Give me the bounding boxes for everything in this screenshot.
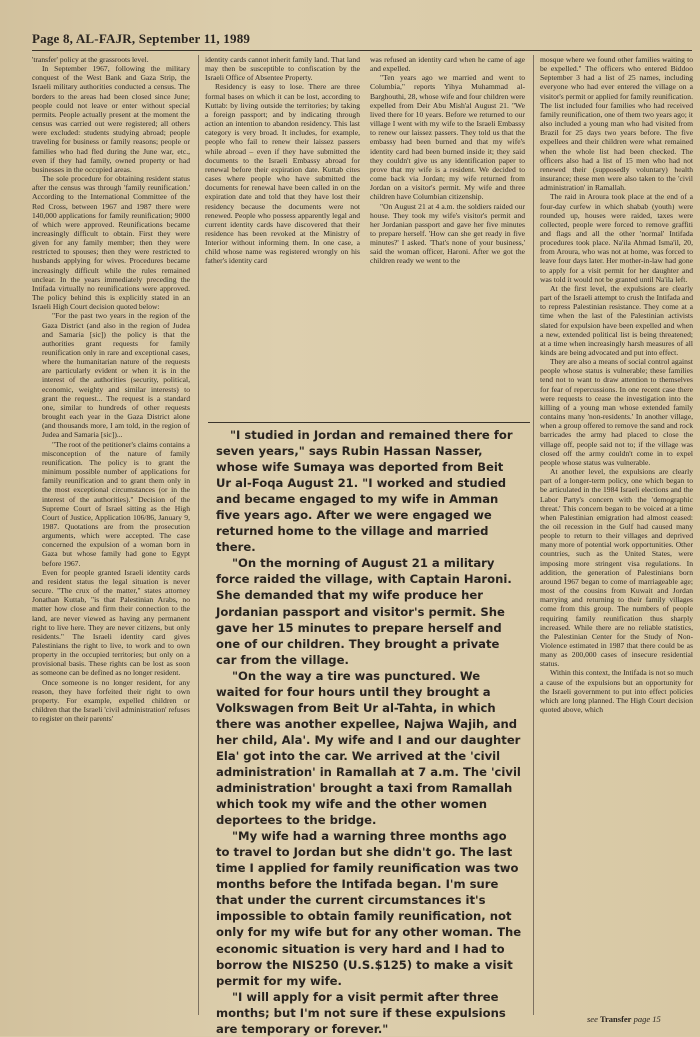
paragraph: The sole procedure for obtaining resident status after the census was through 'family reunification.' According to the International Committee of the Red Cross, between 1967 and 1987 there were 140,000 applications for family reunification; 9000 of which were approved. Reunifications became increasingly difficult to obtain. First they were given for any family member; then they were restricted to spouses; then they were restricted to husbands applying for wives. Procedures became increasingly difficult while the rules remained unclear. In the years immediately preceding the Intifada virtually no reunifications were approved. The policy behind this is explicitly stated in an Israeli High Court decision quoted below: (32, 174, 190, 312)
column-rule (198, 55, 199, 1015)
testimony-paragraph: "I will apply for a visit permit after three months; but I'm not sure if these expulsions are temporary or forever." (216, 989, 506, 1036)
continued-target: Transfer (599, 1014, 632, 1024)
column-2 (205, 55, 360, 417)
column-3 (370, 55, 525, 417)
paragraph: identity cards cannot inherit family land. That land may then be susceptible to confiscation by the Israeli Office of Absentee Property. (205, 55, 360, 83)
testimony-paragraph: "I studied in Jordan and remained there for seven years," says Rubin Hassan Nasser, whose wife Sumaya was deported from Beit Ur al-Foqa August 21. "I worked and studied and became engaged to my wife in Amman five years ago. After we were engaged we returned home to the village and married there. (216, 428, 513, 555)
column-rule (533, 55, 534, 1015)
testimony-paragraph: "My wife had a warning three months ago to travel to Jordan but she didn't go. The last time I applied for family reunification was two months before the Intifada began. I'm sure that under the current circumstances it's impossible to obtain family reunification, not only for my wife but for any other woman. The economic situation is very hard and I had to borrow the NIS250 (U.S.$125) to make a visit permit for my wife. (216, 829, 522, 988)
paragraph: Even for people granted Israeli identity cards and resident status the legal situation is never secure. "The crux of the matter," states attorney Jonathan Kuttab, "is that Palestinian Arabs, no matter how close and firm their connection to the land, are never viewed as having any permanent right to live here. They are never citizens, but only residents." The Israeli identity card gives Palestinians the right to live, to work and to own property in the occupied territories; but only on a provisional basis. These rights can be lost as soon as someone can be defined as no longer resident. (32, 567, 190, 678)
page-header (32, 28, 692, 51)
paragraph: Once someone is no longer resident, for any reason, they have forfeited their right to own property. For example, expelled children or children that the Israeli 'civil administration' refuses to register on their parents' (32, 677, 190, 724)
paragraph: was refused an identity card when he came of age and expelled. (370, 55, 525, 74)
continued-page: page 15 (633, 1014, 661, 1024)
continued-see: see (587, 1014, 598, 1024)
paragraph: mosque where we found other families waiting to be expelled." The officers who entered Biddoo September 3 had a list of 25 names, including everyone who had ever entered the village on a visitor's permit or applied for family reunification. The list included four families who had received family reunification, one of them two years ago; it also included a young man who had visited from Brazil for 25 days two years before. The five expellees and their children were what remained when the whole list had been checked. The officers also had a list of 15 men who had not renewed their (supposedly voluntary) health insurance; these men were also taken to the 'civil administration' in Ramallah. (540, 55, 693, 193)
paragraph: Residency is easy to lose. There are three formal bases on which it can be lost, according to Kuttab: by living outside the territories; by taking a foreign passport; and by indicating through action an intention to abandon residency. This last category is very broad. It includes, for example, people who fail to renew their laissez passers while abroad – even if they have submitted the documents to the Israeli Embassy abroad for renewal before their expiration date. Kuttab cites cases where people who have submitted the documents for renewal have been called in on the expiration date and told that they have lost their residency because the documents were not renewed. People who possess apparently legal and current identity cards have discovered that their residence has been revoked at the Ministry of Interior without informing them. In one case, a child whose name was registered wrongly on his father's identity card (205, 82, 360, 266)
paragraph: The raid in Aroura took place at the end of a four-day curfew in which shabab (youth) were rounded up, houses were raided, taxes were collected, people were forced to remove graffiti and flags and all the other 'normal' Intifada procedures took place. Na'ila Ahmad Isma'il, 20, from Aroura, who was not at home, was forced to leave four days later. Her mother-in-law had gone to apply for a visit permit for her daughter and was told it would not be granted until Na'ila left. (540, 192, 693, 284)
court-quote: "The root of the petitioner's claims contains a misconception of the nature of family reunification. The policy is to grant the minimum possible number of applications for family reunification and to grant them only in the most exceptional circumstances (or in the interest of the authorities)." Decision of the Supreme Court of Israel sitting as the High Court of Justice, Application 106/86, January 9, 1987. Quotations are from the prosecution arguments, which were accepted. The case concerned the expulsion of a woman born in Gaza but whose family had gone to Egypt before 1967. (42, 439, 190, 568)
continuation-note (587, 1014, 661, 1024)
paragraph: In September 1967, following the military conquest of the West Bank and Gaza Strip, the Israeli military authorities conducted a census. The borders to the areas had been closed since June; people could not leave or enter without special permits. People actually present at the moment the census was carried out were registered; all others were excluded: students studying abroad; people traveling for business or family reasons; people or families who had fled during the June war, etc., even if they had family, owned property or had businesses in the occupied areas. (32, 64, 190, 174)
paragraph: Within this context, the Intifada is not so much a cause of the expulsions but an opportunity for the Israeli government to put into effect policies which are long planned. The High Court decision quoted above, which (540, 668, 693, 715)
paragraph: They are also a means of social control against people whose status is vulnerable; these families tend not to want to draw attention to themselves for fear of repercussions. In one recent case there were requests to cease the investigation into the killing of a young man whose extended family contains many 'non-residents.' In another village, when a group offered to remove the sand and rock barricades the army had placed to close the village off, people said not to; if the village was closed off the army couldn't come in to expel people whose status was vulnerable. (540, 357, 693, 467)
testimony-paragraph: "On the morning of August 21 a military force raided the village, with Captain Haroni. She demanded that my wife produce her Jordanian passport and visitor's permit. She gave her 15 minutes to prepare herself and one of our children. They brought a private car from the village. (216, 556, 512, 667)
paragraph: At the first level, the expulsions are clearly part of the Israeli attempt to crush the Intifada and to repress Palestinian resistance. They come at a time when the last of the Palestinian activists slated for expulsion have been expelled and when a new, extended political list is being threatened; at a time when increasingly harsh measures of all kinds are being advocated and put into effect. (540, 283, 693, 357)
court-quote: "For the past two years in the region of the Gaza District (and also in the region of Judea and Samaria [sic]) the policy is that the authorities grant requests for family reunification only in rare and exceptional cases, where the humanitarian nature of the requests are particularly evident or when it is in the interest of the authorities (security, political, economic, weighty and similar interests) to grant the request... The request is a standard one, similar to hundreds of other requests brought each year in the Gaza District alone (and thousands more, I am told, in the region of Judea and Samaria [sic])... (42, 311, 190, 440)
testimony-sidebar (208, 422, 530, 1036)
header-dateline: Page 8, AL-FAJR, September 11, 1989 (32, 31, 251, 46)
paragraph: At another level, the expulsions are clearly part of a longer-term policy, one which began to be articulated in the 1984 Israeli elections and the Labor Party's concern with the 'demographic threat.' This concern began to be voiced at a time when Palestinian emigration had almost ceased: the oil recession in the Gulf had caused many people to return to their villages and deprived many more of potential work opportunities. Other countries, such as the United States, were imposing more stringent visa regulations. In addition, the generation of Palestinians born around 1967 began to come of marriageable age; most of the cousins from Kuwait and Jordan marrying and returning to their family villages come from this group. The numbers of people requiring family reunification thus sharply increased. While there are no reliable statistics, the Palestinian Center for the Study of Non-Violence estimated in 1987 that there could be as many as 200,000 cases of insecure residential status. (540, 467, 693, 669)
paragraph: "On August 21 at 4 a.m. the soldiers raided our house. They took my wife's visitor's permit and her Jordanian passport and gave her five minutes to prepare herself. 'How can she get ready in five minutes?' I asked. 'That's none of your business,' said the woman officer, Haroni. After we got the children ready we went to the (370, 201, 525, 266)
column-1 (32, 55, 190, 1015)
column-4 (540, 55, 693, 1015)
paragraph: 'transfer' policy at the grassroots level. (32, 55, 149, 64)
paragraph: "Ten years ago we married and went to Columbia," reports Yihya Muhammad al-Barghouthi, 28, whose wife and four children were expelled from Deir Abu Mish'al August 21. "We lived there for 10 years. Before we returned to our village I went with my wife to the Israeli Embassy to renew our laissez passers. They told us that the embassy had been burned and that my wife's identity card had been burned inside it; they said they couldn't give us any identification paper to prove that my wife is a resident. We decided to come back via Jordan; my wife returned from Jordan on a visitor's permit. My wife and three children have Columbian citizenship. (370, 73, 525, 202)
testimony-paragraph: "On the way a tire was punctured. We waited for four hours until they brought a Volkswagen from Beit Ur al-Tahta, in which there was another expellee, Najwa Wajih, and her child, Ala'. My wife and I and our daughter Ela' got into the car. We arrived at the 'civil administration' in Ramallah at 7 a.m. The 'civil administration' brought a taxi from Ramallah which took my wife and the other women deportees to the bridge. (216, 668, 521, 828)
